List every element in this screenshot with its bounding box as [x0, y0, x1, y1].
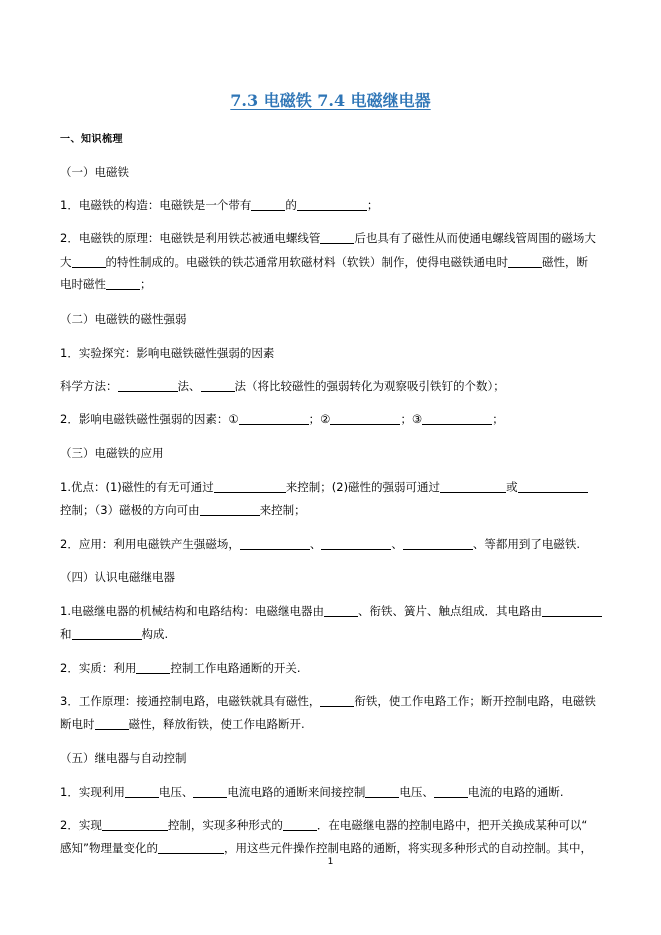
blank [422, 412, 492, 425]
subheading-electromagnet: （一）电磁铁 [60, 165, 129, 179]
blank [72, 255, 106, 268]
blank [297, 198, 367, 211]
paragraph-2-line-3: 电时磁性 ； [60, 277, 152, 291]
paragraph-10-line-1: 3．工作原理：接通控制电路，电磁铁就具有磁性， 衔铁，使工作电路工作；断开控制电路，电磁铁 [60, 694, 596, 708]
blank [251, 198, 285, 211]
blank [283, 818, 317, 831]
paragraph-10-line-2: 断电时 磁性，释放衔铁，使工作电路断开. [60, 717, 305, 731]
blank [214, 480, 286, 493]
blank [201, 379, 235, 392]
blank [193, 785, 227, 798]
blank [240, 537, 310, 550]
blank [518, 480, 588, 493]
paragraph-9: 2．实质：利用 控制工作电路通断的开关. [60, 661, 301, 675]
blank [106, 277, 140, 290]
paragraph-12-line-1: 2．实现 控制，实现多种形式的 ．在电磁继电器的控制电路中，把开关换成某种可以“ [60, 818, 588, 832]
paragraph-6-line-2: 控制；（3）磁极的方向可由 来控制； [60, 503, 306, 517]
subheading-automatic-control: （五）继电器与自动控制 [60, 751, 187, 765]
blank [72, 627, 142, 640]
paragraph-2-line-1: 2．电磁铁的原理：电磁铁是利用铁芯被通电螺线管 后也具有了磁性从而使通电螺线管周围的磁场大 [60, 231, 596, 245]
blank [200, 503, 260, 516]
page-number: 1 [327, 857, 334, 867]
blank [440, 480, 506, 493]
blank [321, 537, 391, 550]
subheading-application: （三）电磁铁的应用 [60, 446, 164, 460]
paragraph-8-line-2: 和 构成. [60, 627, 169, 641]
section-heading: 一、知识梳理 [60, 134, 123, 145]
paragraph-7: 2．应用：利用电磁铁产生强磁场， 、 、 、等都用到了电磁铁. [60, 537, 580, 551]
paragraph-6-line-1: 1.优点：(1)磁性的有无可通过 来控制；(2)磁性的强弱可通过 或 [60, 479, 605, 495]
paragraph-12-line-2: 感知”物理量变化的 ，用这些元件操作控制电路的通断，将实现多种形式的自动控制。其中， [60, 841, 592, 855]
blank [158, 841, 224, 854]
blank [125, 785, 159, 798]
blank [95, 717, 129, 730]
blank [508, 255, 542, 268]
paragraph-8-line-1: 1.电磁继电器的机械结构和电路结构：电磁继电器由 、衔铁、簧片、触点组成．其电路由 [60, 603, 605, 619]
blank [118, 379, 178, 392]
subheading-relay: （四）认识电磁继电器 [60, 570, 175, 584]
blank [434, 785, 468, 798]
blank [324, 604, 358, 617]
blank [136, 661, 170, 674]
paragraph-5: 2．影响电磁铁磁性强弱的因素：① ；② ；③ ； [60, 412, 504, 426]
paragraph-11: 1．实现利用 电压、 电流电路的通断来间接控制 电压、 电流的电路的通断. [60, 785, 564, 799]
blank [239, 412, 309, 425]
blank [102, 818, 168, 831]
paragraph-3: 1．实验探究：影响电磁铁磁性强弱的因素 [60, 346, 275, 360]
subheading-strength: （二）电磁铁的磁性强弱 [60, 312, 187, 326]
blank [403, 537, 473, 550]
paragraph-4: 科学方法： 法、 法（将比较磁性的强弱转化为观察吸引铁钉的个数）； [60, 379, 505, 393]
page-title: 7.3 电磁铁 7.4 电磁继电器 [230, 91, 431, 110]
blank [542, 604, 602, 617]
blank [330, 412, 400, 425]
blank [320, 231, 354, 244]
blank [365, 785, 399, 798]
paragraph-2-line-2: 大 的特性制成的。电磁铁的铁芯通常用软磁材料（软铁）制作，使得电磁铁通电时 磁性，断 [60, 255, 588, 269]
blank [320, 694, 354, 707]
paragraph-1: 1．电磁铁的构造：电磁铁是一个带有 的 ； [60, 198, 379, 212]
